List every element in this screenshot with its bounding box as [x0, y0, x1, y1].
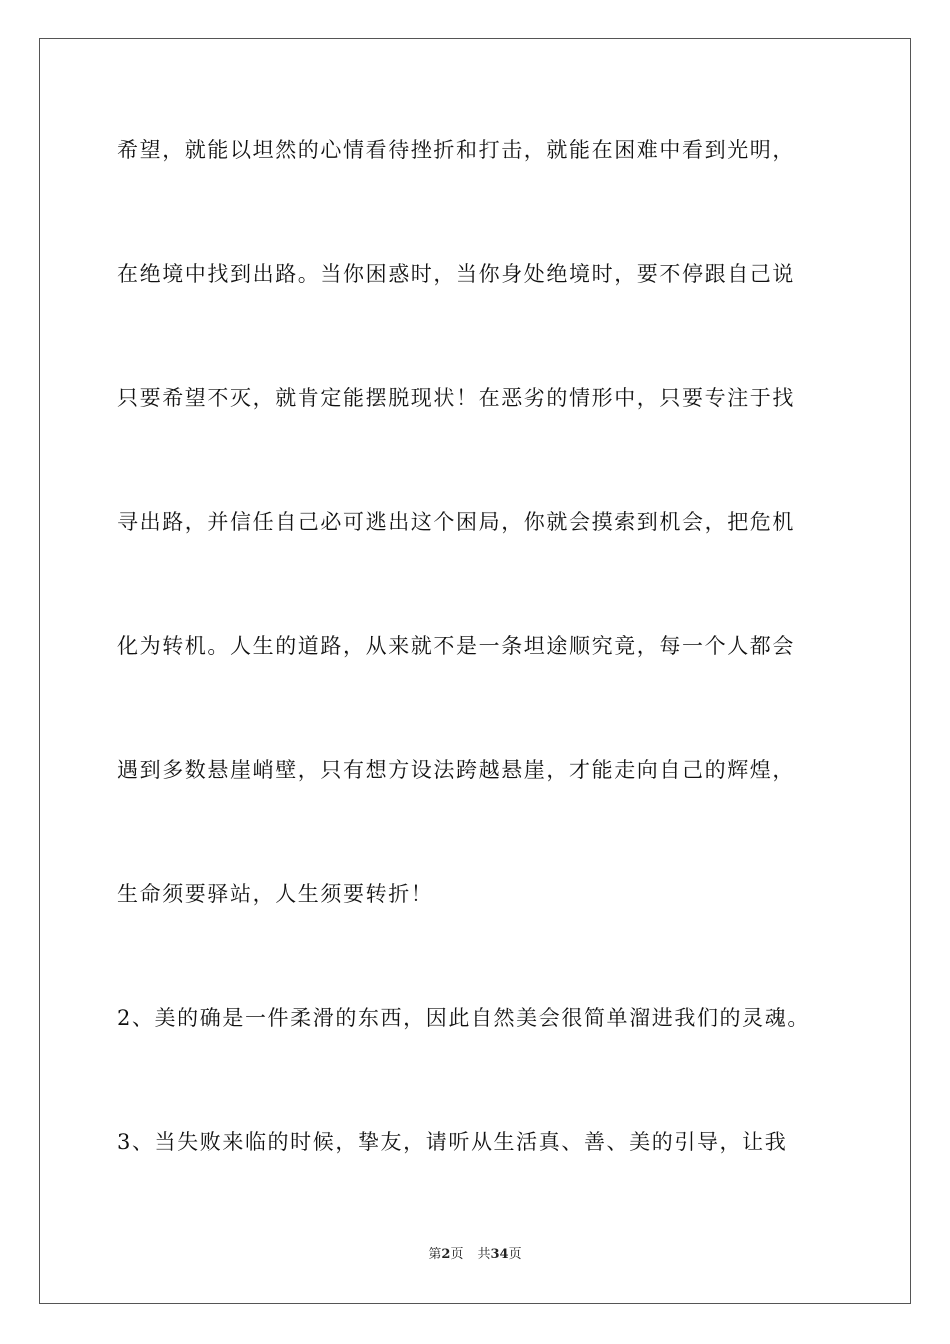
- page-footer: [0, 1246, 950, 1264]
- total-label-suffix: 页: [508, 1247, 522, 1262]
- list-item-3: 3、当失败来临的时候，挚友，请听从生活真、善、美的引导，让我: [117, 1130, 788, 1154]
- text-line-2: 在绝境中找到出路。当你困惑时，当你身处绝境时，要不停跟自己说: [117, 262, 795, 286]
- list-item-2: 2、美的确是一件柔滑的东西，因此自然美会很简单溜进我们的灵魂。: [117, 1006, 810, 1030]
- text-line-3: 只要希望不灭，就肯定能摆脱现状！在恶劣的情形中，只要专注于找: [117, 386, 795, 410]
- total-pages-number: 34: [490, 1247, 509, 1262]
- text-line-6: 遇到多数悬崖峭壁，只有想方设法跨越悬崖，才能走向自己的辉煌，: [117, 758, 795, 782]
- text-line-7: 生命须要驿站，人生须要转折！: [117, 882, 434, 906]
- page-label-prefix: 第: [428, 1247, 442, 1262]
- current-page-number: 2: [441, 1247, 451, 1262]
- page-label-suffix: 页: [450, 1247, 464, 1262]
- text-line-5: 化为转机。人生的道路，从来就不是一条坦途顺究竟，每一个人都会: [117, 634, 795, 658]
- total-label-prefix: 共: [477, 1247, 491, 1262]
- text-line-1: 希望，就能以坦然的心情看待挫折和打击，就能在困难中看到光明，: [117, 138, 795, 162]
- page-border: [39, 38, 911, 1304]
- text-line-4: 寻出路，并信任自己必可逃出这个困局，你就会摸索到机会，把危机: [117, 510, 795, 534]
